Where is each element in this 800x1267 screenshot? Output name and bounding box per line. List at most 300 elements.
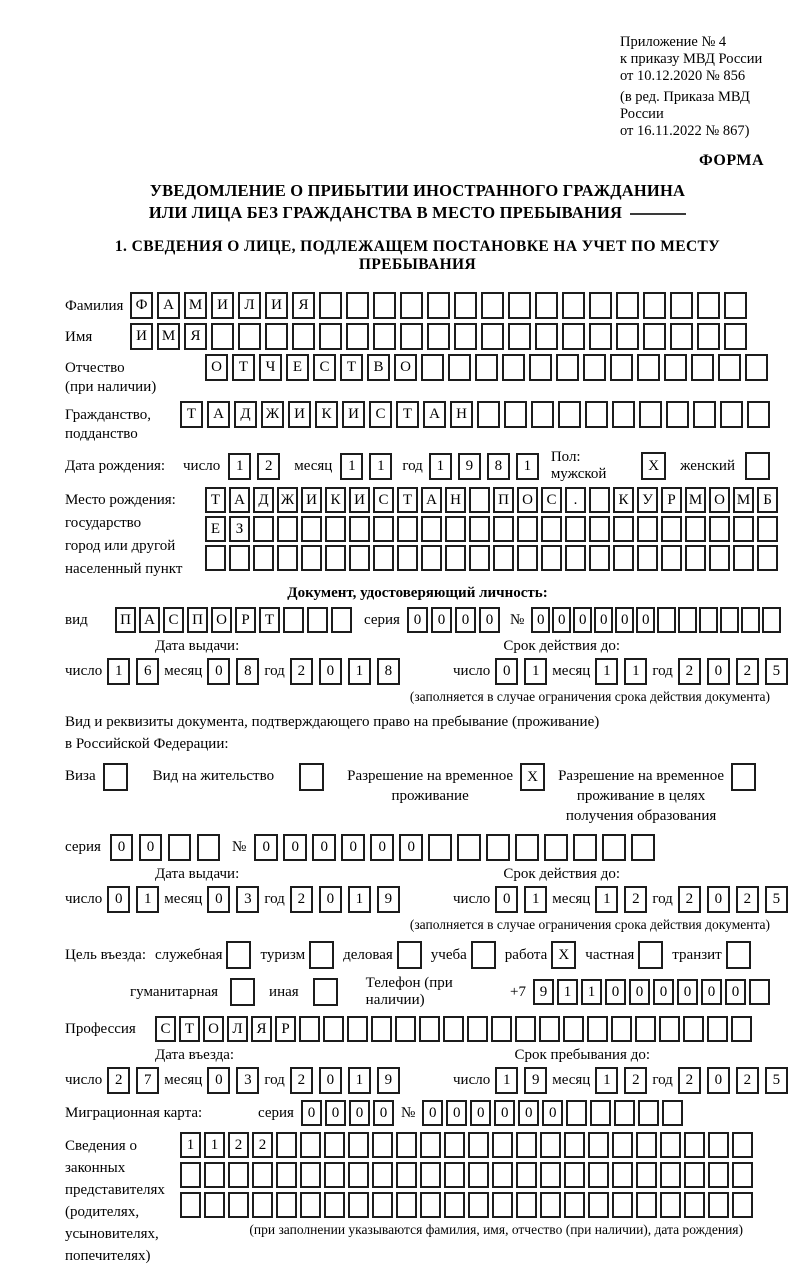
char-cell[interactable]: О	[211, 607, 232, 633]
char-cell[interactable]	[657, 607, 676, 633]
char-cell[interactable]	[539, 1016, 560, 1042]
char-cell[interactable]: 0	[319, 1067, 342, 1094]
char-cell[interactable]	[660, 1132, 681, 1158]
char-cell[interactable]	[492, 1162, 513, 1188]
char-cell[interactable]	[631, 834, 655, 861]
char-cell[interactable]: 2	[290, 886, 313, 913]
char-cell[interactable]	[444, 1192, 465, 1218]
char-cell[interactable]	[292, 323, 315, 350]
char-cell[interactable]: И	[265, 292, 288, 319]
char-cell[interactable]: 0	[605, 979, 626, 1005]
char-cell[interactable]: А	[139, 607, 160, 633]
char-cell[interactable]	[445, 545, 466, 571]
char-cell[interactable]	[588, 1162, 609, 1188]
char-cell[interactable]	[396, 1192, 417, 1218]
char-cell[interactable]	[346, 292, 369, 319]
char-cell[interactable]	[612, 1162, 633, 1188]
char-cell[interactable]: 0	[254, 834, 278, 861]
char-cell[interactable]	[708, 1132, 729, 1158]
char-cell[interactable]	[683, 1016, 704, 1042]
char-cell[interactable]	[733, 516, 754, 542]
char-cell[interactable]: 0	[707, 886, 730, 913]
char-cell[interactable]	[666, 401, 689, 428]
char-cell[interactable]: 2	[257, 453, 280, 480]
char-cell[interactable]	[589, 323, 612, 350]
char-cell[interactable]: 9	[458, 453, 481, 480]
char-cell[interactable]: Т	[396, 401, 419, 428]
char-cell[interactable]: И	[211, 292, 234, 319]
char-cell[interactable]	[732, 1192, 753, 1218]
char-cell[interactable]: М	[157, 323, 180, 350]
char-cell[interactable]	[565, 516, 586, 542]
char-cell[interactable]	[643, 323, 666, 350]
char-cell[interactable]	[540, 1192, 561, 1218]
char-cell[interactable]	[612, 401, 635, 428]
char-cell[interactable]	[708, 1192, 729, 1218]
char-cell[interactable]: З	[229, 516, 250, 542]
char-cell[interactable]	[610, 354, 633, 381]
char-cell[interactable]: А	[157, 292, 180, 319]
char-cell[interactable]	[616, 323, 639, 350]
char-cell[interactable]: 0	[495, 886, 518, 913]
char-cell[interactable]: Т	[397, 487, 418, 513]
char-cell[interactable]	[708, 1162, 729, 1188]
char-cell[interactable]	[616, 292, 639, 319]
char-cell[interactable]	[469, 545, 490, 571]
char-cell[interactable]: Е	[205, 516, 226, 542]
char-cell[interactable]: О	[205, 354, 228, 381]
char-cell[interactable]	[238, 323, 261, 350]
char-cell[interactable]	[445, 516, 466, 542]
char-cell[interactable]	[613, 545, 634, 571]
char-cell[interactable]	[457, 834, 481, 861]
char-cell[interactable]	[762, 607, 781, 633]
char-cell[interactable]	[331, 607, 352, 633]
char-cell[interactable]: Т	[232, 354, 255, 381]
char-cell[interactable]	[283, 607, 304, 633]
char-cell[interactable]: 1	[136, 886, 159, 913]
char-cell[interactable]	[732, 1132, 753, 1158]
char-cell[interactable]: 0	[531, 607, 550, 633]
char-cell[interactable]	[662, 1100, 683, 1126]
other-purpose-checkbox[interactable]	[313, 978, 338, 1006]
char-cell[interactable]	[371, 1016, 392, 1042]
char-cell[interactable]: 1	[557, 979, 578, 1005]
char-cell[interactable]: Я	[251, 1016, 272, 1042]
char-cell[interactable]	[372, 1132, 393, 1158]
char-cell[interactable]	[564, 1162, 585, 1188]
char-cell[interactable]: А	[423, 401, 446, 428]
char-cell[interactable]: 1	[348, 658, 371, 685]
char-cell[interactable]: 0	[407, 607, 428, 633]
char-cell[interactable]	[558, 401, 581, 428]
char-cell[interactable]: 0	[422, 1100, 443, 1126]
char-cell[interactable]	[454, 323, 477, 350]
char-cell[interactable]	[300, 1192, 321, 1218]
char-cell[interactable]	[661, 545, 682, 571]
char-cell[interactable]	[612, 1132, 633, 1158]
char-cell[interactable]	[724, 323, 747, 350]
char-cell[interactable]: 0	[653, 979, 674, 1005]
char-cell[interactable]: 0	[341, 834, 365, 861]
char-cell[interactable]: 1	[369, 453, 392, 480]
char-cell[interactable]: Е	[286, 354, 309, 381]
char-cell[interactable]	[197, 834, 220, 861]
char-cell[interactable]: И	[288, 401, 311, 428]
char-cell[interactable]: 0	[455, 607, 476, 633]
char-cell[interactable]	[428, 834, 452, 861]
char-cell[interactable]	[731, 1016, 752, 1042]
char-cell[interactable]: С	[155, 1016, 176, 1042]
char-cell[interactable]	[420, 1132, 441, 1158]
char-cell[interactable]	[515, 834, 539, 861]
char-cell[interactable]: 0	[319, 886, 342, 913]
char-cell[interactable]	[516, 1132, 537, 1158]
char-cell[interactable]: У	[637, 487, 658, 513]
char-cell[interactable]: 2	[107, 1067, 130, 1094]
char-cell[interactable]	[396, 1162, 417, 1188]
char-cell[interactable]	[373, 545, 394, 571]
char-cell[interactable]	[562, 292, 585, 319]
char-cell[interactable]: 0	[636, 607, 655, 633]
char-cell[interactable]: Я	[184, 323, 207, 350]
transit-checkbox[interactable]	[726, 941, 751, 969]
char-cell[interactable]	[589, 545, 610, 571]
char-cell[interactable]	[420, 1192, 441, 1218]
char-cell[interactable]: 0	[207, 658, 230, 685]
char-cell[interactable]: А	[229, 487, 250, 513]
char-cell[interactable]: 0	[349, 1100, 370, 1126]
char-cell[interactable]	[252, 1162, 273, 1188]
char-cell[interactable]: К	[613, 487, 634, 513]
male-checkbox[interactable]: X	[641, 452, 666, 480]
char-cell[interactable]: 0	[373, 1100, 394, 1126]
char-cell[interactable]	[745, 354, 768, 381]
char-cell[interactable]	[531, 401, 554, 428]
char-cell[interactable]	[373, 292, 396, 319]
char-cell[interactable]: 2	[736, 1067, 759, 1094]
char-cell[interactable]	[448, 354, 471, 381]
char-cell[interactable]: 2	[624, 1067, 647, 1094]
study-checkbox[interactable]	[471, 941, 496, 969]
char-cell[interactable]	[180, 1192, 201, 1218]
char-cell[interactable]: П	[187, 607, 208, 633]
char-cell[interactable]	[277, 545, 298, 571]
char-cell[interactable]: 0	[495, 658, 518, 685]
char-cell[interactable]	[664, 354, 687, 381]
char-cell[interactable]	[475, 354, 498, 381]
char-cell[interactable]	[636, 1162, 657, 1188]
char-cell[interactable]	[180, 1162, 201, 1188]
char-cell[interactable]	[707, 1016, 728, 1042]
char-cell[interactable]: 2	[624, 886, 647, 913]
char-cell[interactable]: 7	[136, 1067, 159, 1094]
char-cell[interactable]	[535, 323, 558, 350]
char-cell[interactable]	[635, 1016, 656, 1042]
char-cell[interactable]: Т	[340, 354, 363, 381]
char-cell[interactable]: 0	[725, 979, 746, 1005]
char-cell[interactable]: 0	[470, 1100, 491, 1126]
char-cell[interactable]: 8	[377, 658, 400, 685]
char-cell[interactable]: О	[394, 354, 417, 381]
char-cell[interactable]	[419, 1016, 440, 1042]
char-cell[interactable]: 1	[581, 979, 602, 1005]
char-cell[interactable]	[583, 354, 606, 381]
char-cell[interactable]	[741, 607, 760, 633]
char-cell[interactable]: Я	[292, 292, 315, 319]
tourism-checkbox[interactable]	[309, 941, 334, 969]
char-cell[interactable]	[373, 323, 396, 350]
char-cell[interactable]	[643, 292, 666, 319]
char-cell[interactable]	[204, 1162, 225, 1188]
char-cell[interactable]	[529, 354, 552, 381]
work-checkbox[interactable]: X	[551, 941, 576, 969]
char-cell[interactable]	[348, 1132, 369, 1158]
char-cell[interactable]	[228, 1162, 249, 1188]
char-cell[interactable]: 0	[629, 979, 650, 1005]
char-cell[interactable]: С	[373, 487, 394, 513]
char-cell[interactable]: 2	[678, 1067, 701, 1094]
char-cell[interactable]: 0	[494, 1100, 515, 1126]
char-cell[interactable]: 2	[678, 886, 701, 913]
char-cell[interactable]	[229, 545, 250, 571]
char-cell[interactable]	[427, 323, 450, 350]
char-cell[interactable]: 0	[139, 834, 162, 861]
char-cell[interactable]	[589, 487, 610, 513]
char-cell[interactable]	[347, 1016, 368, 1042]
char-cell[interactable]: С	[313, 354, 336, 381]
char-cell[interactable]	[325, 516, 346, 542]
char-cell[interactable]	[504, 401, 527, 428]
char-cell[interactable]	[468, 1162, 489, 1188]
char-cell[interactable]	[421, 545, 442, 571]
char-cell[interactable]: 0	[207, 1067, 230, 1094]
char-cell[interactable]	[637, 516, 658, 542]
char-cell[interactable]: О	[517, 487, 538, 513]
char-cell[interactable]	[468, 1192, 489, 1218]
char-cell[interactable]	[395, 1016, 416, 1042]
char-cell[interactable]	[486, 834, 510, 861]
char-cell[interactable]	[718, 354, 741, 381]
char-cell[interactable]	[492, 1132, 513, 1158]
char-cell[interactable]	[637, 545, 658, 571]
char-cell[interactable]	[276, 1132, 297, 1158]
char-cell[interactable]	[299, 1016, 320, 1042]
char-cell[interactable]	[659, 1016, 680, 1042]
char-cell[interactable]	[204, 1192, 225, 1218]
char-cell[interactable]: 0	[301, 1100, 322, 1126]
char-cell[interactable]	[733, 545, 754, 571]
char-cell[interactable]	[324, 1162, 345, 1188]
char-cell[interactable]: И	[349, 487, 370, 513]
char-cell[interactable]: К	[325, 487, 346, 513]
char-cell[interactable]: 0	[370, 834, 394, 861]
char-cell[interactable]	[588, 1192, 609, 1218]
char-cell[interactable]: 5	[765, 658, 788, 685]
char-cell[interactable]	[265, 323, 288, 350]
char-cell[interactable]: А	[207, 401, 230, 428]
char-cell[interactable]: 1	[228, 453, 251, 480]
char-cell[interactable]: Ж	[261, 401, 284, 428]
char-cell[interactable]: 2	[736, 658, 759, 685]
char-cell[interactable]	[612, 1192, 633, 1218]
char-cell[interactable]: Ф	[130, 292, 153, 319]
char-cell[interactable]	[589, 292, 612, 319]
char-cell[interactable]	[324, 1132, 345, 1158]
char-cell[interactable]	[636, 1132, 657, 1158]
char-cell[interactable]: Т	[205, 487, 226, 513]
char-cell[interactable]: 9	[524, 1067, 547, 1094]
char-cell[interactable]: Р	[275, 1016, 296, 1042]
char-cell[interactable]: И	[342, 401, 365, 428]
char-cell[interactable]: 0	[677, 979, 698, 1005]
char-cell[interactable]: 0	[399, 834, 423, 861]
char-cell[interactable]	[468, 1132, 489, 1158]
rvp-checkbox[interactable]: X	[520, 763, 545, 791]
char-cell[interactable]	[300, 1132, 321, 1158]
char-cell[interactable]: 0	[707, 658, 730, 685]
char-cell[interactable]: 3	[236, 886, 259, 913]
char-cell[interactable]	[397, 516, 418, 542]
char-cell[interactable]	[573, 834, 597, 861]
char-cell[interactable]	[515, 1016, 536, 1042]
char-cell[interactable]: 1	[204, 1132, 225, 1158]
char-cell[interactable]	[685, 516, 706, 542]
char-cell[interactable]	[469, 487, 490, 513]
char-cell[interactable]	[516, 1192, 537, 1218]
char-cell[interactable]: 1	[595, 886, 618, 913]
char-cell[interactable]: 1	[348, 886, 371, 913]
char-cell[interactable]	[540, 1132, 561, 1158]
char-cell[interactable]: 0	[107, 886, 130, 913]
char-cell[interactable]: 1	[516, 453, 539, 480]
char-cell[interactable]: Т	[179, 1016, 200, 1042]
char-cell[interactable]: К	[315, 401, 338, 428]
char-cell[interactable]	[638, 1100, 659, 1126]
char-cell[interactable]: 3	[236, 1067, 259, 1094]
char-cell[interactable]	[678, 607, 697, 633]
char-cell[interactable]	[541, 545, 562, 571]
char-cell[interactable]: 0	[594, 607, 613, 633]
char-cell[interactable]: Б	[757, 487, 778, 513]
char-cell[interactable]: М	[184, 292, 207, 319]
char-cell[interactable]	[516, 1162, 537, 1188]
char-cell[interactable]: Л	[227, 1016, 248, 1042]
char-cell[interactable]	[444, 1162, 465, 1188]
char-cell[interactable]	[477, 401, 500, 428]
char-cell[interactable]	[684, 1132, 705, 1158]
char-cell[interactable]: 0	[207, 886, 230, 913]
commercial-checkbox[interactable]	[397, 941, 422, 969]
char-cell[interactable]	[253, 516, 274, 542]
char-cell[interactable]	[660, 1162, 681, 1188]
char-cell[interactable]: 0	[479, 607, 500, 633]
char-cell[interactable]	[349, 545, 370, 571]
char-cell[interactable]: 2	[736, 886, 759, 913]
char-cell[interactable]	[168, 834, 191, 861]
char-cell[interactable]: 1	[524, 886, 547, 913]
char-cell[interactable]	[307, 607, 328, 633]
char-cell[interactable]	[602, 834, 626, 861]
char-cell[interactable]: О	[203, 1016, 224, 1042]
char-cell[interactable]: И	[301, 487, 322, 513]
char-cell[interactable]	[589, 516, 610, 542]
char-cell[interactable]	[491, 1016, 512, 1042]
char-cell[interactable]	[427, 292, 450, 319]
char-cell[interactable]	[749, 979, 770, 1005]
char-cell[interactable]	[563, 1016, 584, 1042]
char-cell[interactable]	[400, 323, 423, 350]
char-cell[interactable]	[348, 1192, 369, 1218]
char-cell[interactable]	[590, 1100, 611, 1126]
char-cell[interactable]: 1	[524, 658, 547, 685]
char-cell[interactable]: 0	[701, 979, 722, 1005]
char-cell[interactable]	[421, 516, 442, 542]
char-cell[interactable]	[517, 516, 538, 542]
char-cell[interactable]	[660, 1192, 681, 1218]
char-cell[interactable]	[348, 1162, 369, 1188]
char-cell[interactable]	[661, 516, 682, 542]
char-cell[interactable]: Т	[259, 607, 280, 633]
char-cell[interactable]	[467, 1016, 488, 1042]
char-cell[interactable]	[420, 1162, 441, 1188]
char-cell[interactable]: 1	[340, 453, 363, 480]
char-cell[interactable]	[544, 834, 568, 861]
char-cell[interactable]: 9	[533, 979, 554, 1005]
char-cell[interactable]: Ч	[259, 354, 282, 381]
char-cell[interactable]	[492, 1192, 513, 1218]
char-cell[interactable]	[709, 516, 730, 542]
char-cell[interactable]	[454, 292, 477, 319]
char-cell[interactable]	[300, 1162, 321, 1188]
char-cell[interactable]	[323, 1016, 344, 1042]
char-cell[interactable]: 0	[319, 658, 342, 685]
char-cell[interactable]	[469, 516, 490, 542]
char-cell[interactable]	[562, 323, 585, 350]
char-cell[interactable]	[540, 1162, 561, 1188]
char-cell[interactable]: 0	[283, 834, 307, 861]
char-cell[interactable]	[493, 516, 514, 542]
business-checkbox[interactable]	[226, 941, 251, 969]
char-cell[interactable]: 0	[707, 1067, 730, 1094]
char-cell[interactable]	[564, 1132, 585, 1158]
char-cell[interactable]	[611, 1016, 632, 1042]
char-cell[interactable]	[535, 292, 558, 319]
char-cell[interactable]: А	[421, 487, 442, 513]
char-cell[interactable]	[566, 1100, 587, 1126]
char-cell[interactable]: 5	[765, 886, 788, 913]
char-cell[interactable]: С	[541, 487, 562, 513]
char-cell[interactable]	[400, 292, 423, 319]
char-cell[interactable]: 0	[325, 1100, 346, 1126]
char-cell[interactable]	[709, 545, 730, 571]
char-cell[interactable]: 2	[290, 1067, 313, 1094]
char-cell[interactable]: М	[685, 487, 706, 513]
char-cell[interactable]	[396, 1132, 417, 1158]
char-cell[interactable]: 0	[552, 607, 571, 633]
char-cell[interactable]	[277, 516, 298, 542]
char-cell[interactable]: .	[565, 487, 586, 513]
char-cell[interactable]	[324, 1192, 345, 1218]
char-cell[interactable]: 9	[377, 886, 400, 913]
char-cell[interactable]: 5	[765, 1067, 788, 1094]
char-cell[interactable]: 0	[110, 834, 133, 861]
char-cell[interactable]: 8	[236, 658, 259, 685]
char-cell[interactable]	[614, 1100, 635, 1126]
char-cell[interactable]: Т	[180, 401, 203, 428]
char-cell[interactable]	[508, 292, 531, 319]
char-cell[interactable]: Д	[234, 401, 257, 428]
